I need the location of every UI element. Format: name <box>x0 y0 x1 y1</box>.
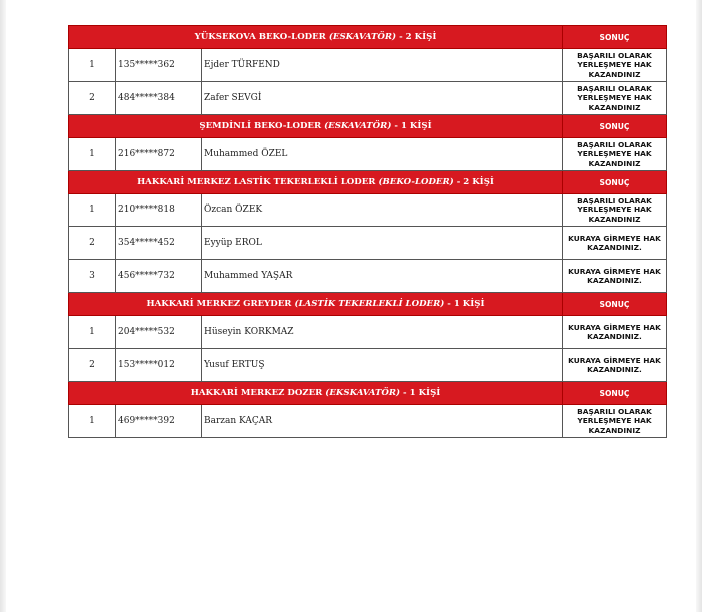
result-column-header: SONUÇ <box>563 171 667 194</box>
table-row <box>69 138 667 171</box>
section-title <box>69 382 563 405</box>
row-number: 1 <box>69 405 116 438</box>
section-header <box>69 293 667 316</box>
result-column-header: SONUÇ <box>563 26 667 49</box>
table-row <box>69 49 667 82</box>
section-header <box>69 26 667 49</box>
table-row <box>69 405 667 438</box>
section-title-main: YÜKSEKOVA BEKO-LODER <box>194 32 326 42</box>
section-title <box>69 293 563 316</box>
result-status: BAŞARILI OLARAK YERLEŞMEYE HAK KAZANDINIZ <box>563 82 667 115</box>
result-column-header: SONUÇ <box>563 293 667 316</box>
row-number: 2 <box>69 82 116 115</box>
masked-id-number: 469*****392 <box>116 405 202 438</box>
row-number: 2 <box>69 349 116 382</box>
section-title-machine: (BEKO-LODER) <box>378 177 454 187</box>
table-row <box>69 349 667 382</box>
table-row <box>69 316 667 349</box>
result-status: KURAYA GİRMEYE HAK KAZANDINIZ. <box>563 260 667 293</box>
candidate-name: Yusuf ERTUŞ <box>202 349 563 382</box>
section-title-count: - 2 KİŞİ <box>399 32 437 42</box>
section-header <box>69 115 667 138</box>
row-number: 1 <box>69 194 116 227</box>
candidate-name: Muhammed ÖZEL <box>202 138 563 171</box>
section-title <box>69 171 563 194</box>
section-title-main: HAKKARİ MERKEZ GREYDER <box>146 299 292 309</box>
section-title-machine: (EKSKAVATÖR) <box>325 388 401 398</box>
section-title <box>69 26 563 49</box>
results-table <box>68 25 667 438</box>
row-number: 1 <box>69 316 116 349</box>
result-status: BAŞARILI OLARAK YERLEŞMEYE HAK KAZANDINIZ <box>563 138 667 171</box>
masked-id-number: 484*****384 <box>116 82 202 115</box>
section-title-count: - 1 KİŞİ <box>447 299 485 309</box>
results-document <box>68 25 666 438</box>
masked-id-number: 210*****818 <box>116 194 202 227</box>
table-row <box>69 194 667 227</box>
candidate-name: Özcan ÖZEK <box>202 194 563 227</box>
row-number: 1 <box>69 138 116 171</box>
candidate-name: Zafer SEVGİ <box>202 82 563 115</box>
section-header <box>69 382 667 405</box>
section-title-count: - 1 KİŞİ <box>394 121 432 131</box>
row-number: 3 <box>69 260 116 293</box>
table-row <box>69 260 667 293</box>
row-number: 1 <box>69 49 116 82</box>
section-title-main: HAKKARİ MERKEZ DOZER <box>190 388 323 398</box>
section-title <box>69 115 563 138</box>
page-shadow-right <box>696 0 702 612</box>
section-header <box>69 171 667 194</box>
masked-id-number: 135*****362 <box>116 49 202 82</box>
masked-id-number: 456*****732 <box>116 260 202 293</box>
row-number: 2 <box>69 227 116 260</box>
candidate-name: Barzan KAÇAR <box>202 405 563 438</box>
candidate-name: Muhammed YAŞAR <box>202 260 563 293</box>
result-column-header: SONUÇ <box>563 382 667 405</box>
masked-id-number: 216*****872 <box>116 138 202 171</box>
candidate-name: Ejder TÜRFEND <box>202 49 563 82</box>
masked-id-number: 354*****452 <box>116 227 202 260</box>
result-status: KURAYA GİRMEYE HAK KAZANDINIZ. <box>563 349 667 382</box>
section-title-main: HAKKARİ MERKEZ LASTİK TEKERLEKLİ LODER <box>137 177 376 187</box>
section-title-count: - 2 KİŞİ <box>456 177 494 187</box>
candidate-name: Eyyüp EROL <box>202 227 563 260</box>
result-status: KURAYA GİRMEYE HAK KAZANDINIZ. <box>563 227 667 260</box>
masked-id-number: 153*****012 <box>116 349 202 382</box>
section-title-count: - 1 KİŞİ <box>403 388 441 398</box>
result-status: KURAYA GİRMEYE HAK KAZANDINIZ. <box>563 316 667 349</box>
result-status: BAŞARILI OLARAK YERLEŞMEYE HAK KAZANDINIZ <box>563 405 667 438</box>
section-title-machine: (LASTİK TEKERLEKLİ LODER) <box>294 299 445 309</box>
table-row <box>69 82 667 115</box>
section-title-machine: (ESKAVATÖR) <box>328 32 397 42</box>
section-title-main: ŞEMDİNLİ BEKO-LODER <box>199 121 322 131</box>
page-shadow-left <box>0 0 6 612</box>
table-row <box>69 227 667 260</box>
masked-id-number: 204*****532 <box>116 316 202 349</box>
section-title-machine: (ESKAVATÖR) <box>324 121 392 131</box>
result-status: BAŞARILI OLARAK YERLEŞMEYE HAK KAZANDINIZ <box>563 194 667 227</box>
candidate-name: Hüseyin KORKMAZ <box>202 316 563 349</box>
result-column-header: SONUÇ <box>563 115 667 138</box>
result-status: BAŞARILI OLARAK YERLEŞMEYE HAK KAZANDINIZ <box>563 49 667 82</box>
